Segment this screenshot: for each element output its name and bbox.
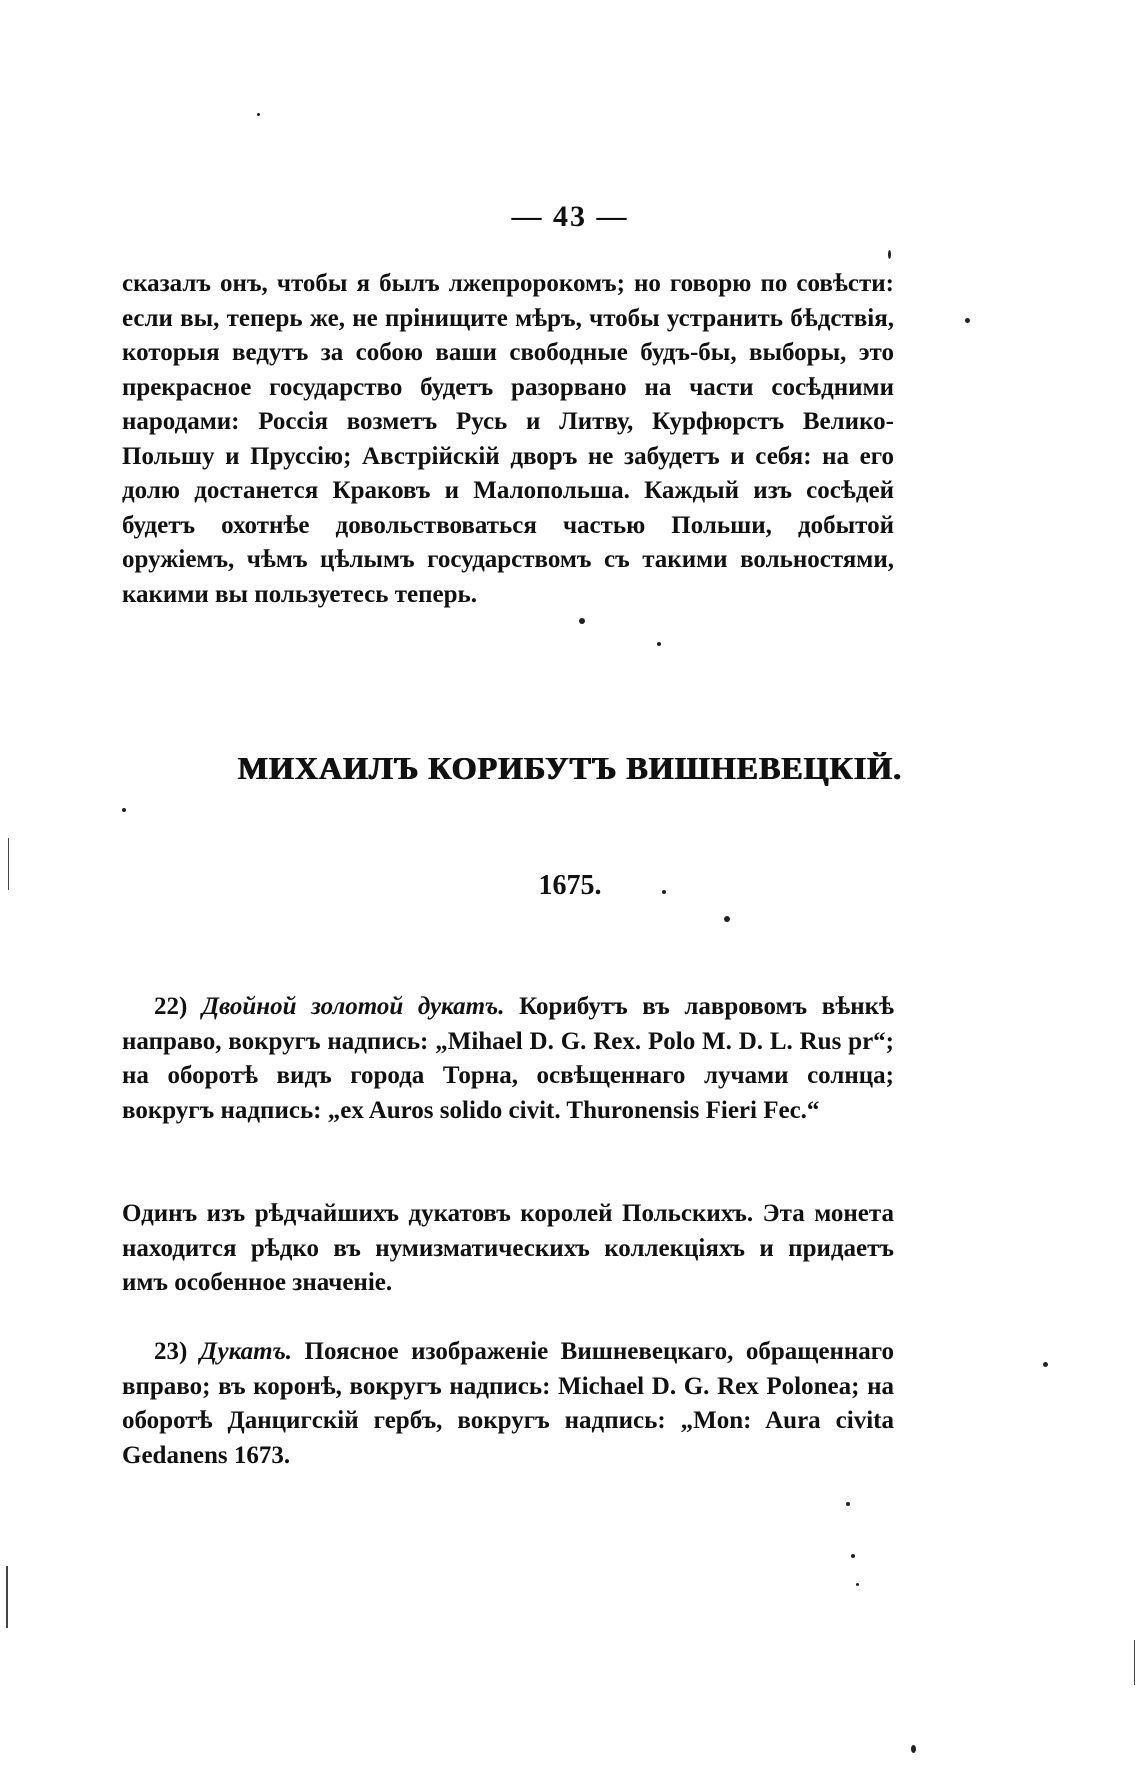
scan-speck xyxy=(888,250,891,259)
scan-speck xyxy=(657,642,661,646)
page-number: — 43 — xyxy=(511,200,629,233)
scan-margin-line xyxy=(6,1566,8,1628)
scan-margin-line xyxy=(8,838,9,890)
scan-speck xyxy=(846,1502,850,1506)
scan-speck xyxy=(911,1745,916,1753)
entry-description: Поясное изображеніе Вишневецкаго, обращеннаго вправо; въ коронѣ, вокругъ надпись: Michael D. G. Rex Polonea; на оборотѣ Данцигскій гербъ, вокругъ надпись: „Mon: Aura civita Gedanens 1673. xyxy=(122,1338,895,1469)
scan-speck xyxy=(851,1554,855,1558)
scan-speck xyxy=(724,916,730,922)
entry-number: 22) xyxy=(154,993,188,1020)
entry-name: Двойной золотой дукатъ. xyxy=(201,993,505,1020)
catalog-entry-22 xyxy=(122,990,894,1128)
intro-paragraph: сказалъ онъ, чтобы я былъ лжепророкомъ; но говорю по совѣсти: если вы, теперь же, не прінищите мѣръ, чтобы устранить бѣдствія, которыя ведутъ за собою ваши свободные будъ-бы, выборы, это прекрасное государство будетъ разорвано на части сосѣдними народами: Россія возметъ Русь и Литву, Курфюрстъ Велико-Польшу и Пруссію; Австрійскій дворъ не забудетъ и себя: на его долю достанется Краковъ и Малопольша. Каждый изъ сосѣдей будетъ охотнѣе довольствоваться частью Польши, добытой оружіемъ, чѣмъ цѣлымъ государствомъ съ такими вольностями, какими вы пользуетесь теперь. xyxy=(122,270,894,608)
scan-margin-line xyxy=(1134,1640,1135,1685)
section-title: МИХАИЛЪ КОРИБУТЪ ВИШНЕВЕЦКІЙ. xyxy=(237,750,903,786)
scan-speck xyxy=(965,318,970,323)
scan-speck xyxy=(856,1583,859,1586)
scan-speck xyxy=(579,618,585,624)
catalog-entry-23 xyxy=(122,1335,894,1473)
scan-speck xyxy=(662,890,666,894)
entry-name: Дукатъ. xyxy=(199,1338,293,1365)
entry-22-note: Одинъ изъ рѣдчайшихъ дукатовъ королей Польскихъ. Эта монета находится рѣдко въ нумизматическихъ коллекціяхъ и придаетъ имъ особенное значеніе. xyxy=(122,1200,894,1296)
scan-speck xyxy=(1043,1362,1048,1367)
section-year: 1675. xyxy=(538,870,602,901)
scan-speck xyxy=(257,113,260,116)
entry-description: Корибутъ въ лавровомъ вѣнкѣ направо, вокругъ надпись: „Mihael D. G. Rex. Polo M. D. L. Rus pr“; на оборотѣ видъ города Торна, освѣщеннаго лучами солнца; вокругъ надпись: „ex Auros solido civit. Thuronensis Fieri Fec.“ xyxy=(122,993,895,1124)
entry-number: 23) xyxy=(154,1338,188,1365)
scan-speck xyxy=(122,808,126,812)
